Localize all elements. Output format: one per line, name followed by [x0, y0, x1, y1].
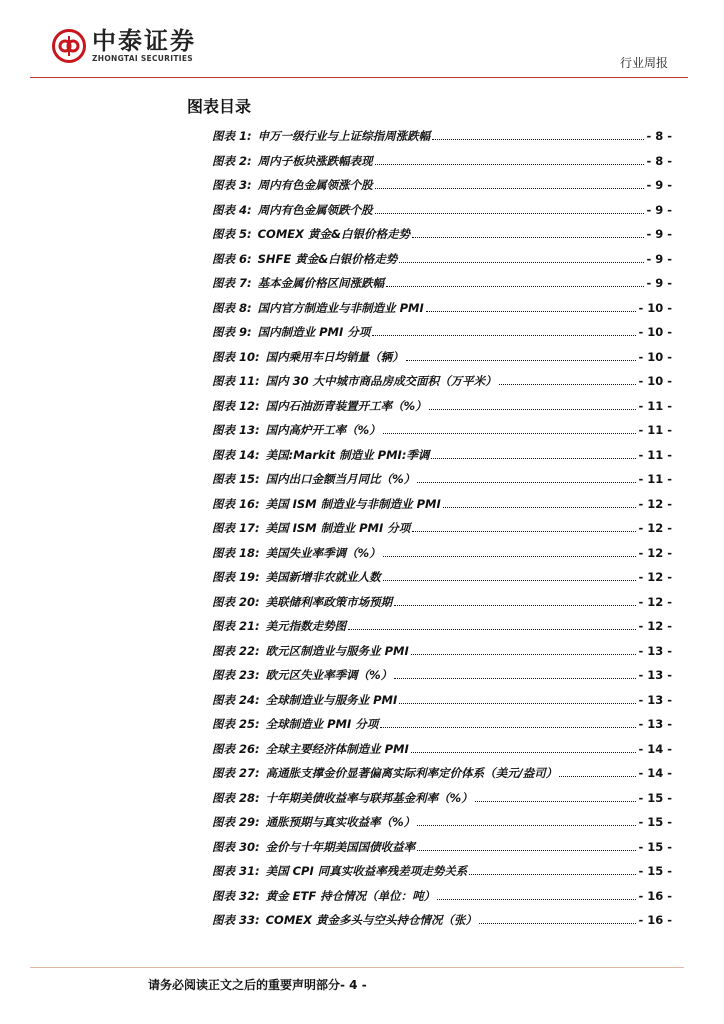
toc-item[interactable] — [212, 300, 672, 325]
toc-item-text: 周内有色金属领跌个股 — [257, 202, 373, 217]
toc-item-text: 欧元区失业率季调（%） — [265, 668, 393, 682]
toc-item-page: - 9 - — [646, 251, 672, 266]
toc-item-page: - 14 - — [638, 766, 672, 780]
toc-item[interactable] — [212, 520, 672, 545]
toc-item[interactable] — [212, 545, 672, 570]
toc-leader-dots — [431, 448, 636, 459]
toc-item-label: 图表 5: — [212, 227, 252, 241]
toc-item-text: 欧元区制造业与服务业 PMI — [265, 643, 409, 658]
toc-item-label: 图表 27: — [212, 766, 260, 780]
toc-item-page: - 11 - — [638, 472, 672, 486]
toc-item[interactable] — [212, 349, 672, 374]
toc-item-page: - 12 - — [638, 545, 672, 560]
toc-leader-dots — [475, 791, 637, 802]
toc-item-text: 国内制造业 PMI 分项 — [257, 325, 371, 339]
toc-item-label: 图表 9: — [212, 325, 252, 339]
toc-item[interactable] — [212, 398, 672, 423]
toc-leader-dots — [383, 570, 637, 581]
toc-item-text: SHFE 黄金&白银价格走势 — [257, 251, 398, 266]
toc-item-label: 图表 4: — [212, 202, 252, 217]
toc-item[interactable] — [212, 765, 672, 790]
toc-item[interactable] — [212, 447, 672, 472]
toc-item-label: 图表 8: — [212, 300, 252, 315]
toc-leader-dots — [443, 497, 637, 508]
toc-item[interactable] — [212, 153, 672, 178]
toc-item-page: - 13 - — [638, 692, 672, 707]
toc-item-page: - 15 - — [638, 790, 672, 805]
toc-leader-dots — [348, 619, 636, 630]
toc-item[interactable] — [212, 128, 672, 153]
toc-item-label: 图表 1: — [212, 129, 252, 143]
toc-item[interactable] — [212, 667, 672, 692]
toc-item-label: 图表 25: — [212, 717, 260, 731]
toc-item[interactable] — [212, 618, 672, 643]
toc-leader-dots — [559, 766, 636, 777]
toc-item[interactable] — [212, 422, 672, 447]
toc-item-page: - 9 - — [646, 227, 672, 241]
toc-leader-dots — [375, 178, 645, 189]
toc-item-label: 图表 24: — [212, 692, 260, 707]
toc-item-label: 图表 14: — [212, 447, 260, 462]
toc-item-page: - 12 - — [638, 570, 672, 584]
toc-leader-dots — [411, 742, 637, 753]
toc-item-text: 国内 30 大中城市商品房成交面积（万平米） — [265, 374, 497, 388]
footer-notice: 请务必阅读正文之后的重要声明部分 — [148, 978, 341, 992]
toc-item[interactable] — [212, 594, 672, 619]
toc-leader-dots — [380, 717, 636, 728]
toc-leader-dots — [437, 889, 636, 900]
toc-item-label: 图表 16: — [212, 496, 260, 511]
toc-item-label: 图表 26: — [212, 741, 260, 756]
toc-item-text: 周内有色金属领涨个股 — [257, 178, 373, 192]
toc-item-text: 美国新增非农就业人数 — [265, 570, 381, 584]
toc-item-text: 国内乘用车日均销量（辆） — [265, 349, 404, 364]
toc-item-page: - 11 - — [638, 398, 672, 413]
toc-leader-dots — [383, 423, 637, 434]
toc-leader-dots — [399, 693, 636, 704]
toc-item-text: COMEX 黄金多头与空头持仓情况（张） — [265, 913, 477, 927]
toc-item[interactable] — [212, 226, 672, 251]
toc-item-label: 图表 20: — [212, 594, 260, 609]
footer-divider — [30, 967, 684, 968]
toc-item-page: - 8 - — [646, 129, 672, 143]
toc-item[interactable] — [212, 790, 672, 815]
toc-item-page: - 11 - — [638, 447, 672, 462]
toc-item-page: - 9 - — [646, 276, 672, 290]
toc-item[interactable] — [212, 569, 672, 594]
logo-chinese-name: 中泰证券 — [92, 27, 196, 55]
toc-item-label: 图表 10: — [212, 349, 260, 364]
toc-item[interactable] — [212, 373, 672, 398]
toc-item[interactable] — [212, 741, 672, 766]
toc-item-text: 美国 CPI 同真实收益率残差项走势关系 — [265, 864, 468, 878]
toc-item-page: - 12 - — [638, 594, 672, 609]
toc-item-label: 图表 6: — [212, 251, 252, 266]
toc-leader-dots — [394, 595, 636, 606]
toc-item-page: - 15 - — [638, 815, 672, 829]
toc-item[interactable] — [212, 839, 672, 864]
toc-item[interactable] — [212, 716, 672, 741]
toc-item-page: - 12 - — [638, 521, 672, 535]
toc-item-text: 国内出口金额当月同比（%） — [265, 472, 416, 486]
zhongtai-logo-icon — [52, 29, 86, 63]
toc-item-page: - 16 - — [638, 913, 672, 927]
toc-item-page: - 12 - — [638, 496, 672, 511]
toc-leader-dots — [411, 644, 637, 655]
toc-leader-dots — [417, 840, 636, 851]
toc-item-text: 美国失业率季调（%） — [265, 545, 381, 560]
toc-leader-dots — [394, 668, 636, 679]
toc-item-page: - 15 - — [638, 839, 672, 854]
page-footer — [148, 976, 367, 993]
toc-item-text: 十年期美债收益率与联邦基金利率（%） — [265, 790, 473, 805]
toc-item-text: 金价与十年期美国国债收益率 — [265, 839, 416, 854]
header-divider — [30, 77, 688, 78]
toc-item-page: - 10 - — [638, 325, 672, 339]
toc-item-label: 图表 22: — [212, 643, 260, 658]
footer-page-number: - 4 - — [340, 978, 367, 992]
toc-item-text: 美联储利率政策市场预期 — [265, 594, 393, 609]
toc-leader-dots — [426, 301, 637, 312]
toc-item-page: - 10 - — [638, 300, 672, 315]
toc-item-page: - 15 - — [638, 864, 672, 878]
toc-leader-dots — [412, 521, 636, 532]
zhongtai-logo — [52, 28, 196, 63]
toc-item-label: 图表 11: — [212, 374, 260, 388]
toc-item-text: 国内官方制造业与非制造业 PMI — [257, 300, 424, 315]
toc-leader-dots — [499, 374, 637, 385]
toc-leader-dots — [429, 399, 637, 410]
toc-item-page: - 8 - — [646, 153, 672, 168]
toc-item-text: 国内高炉开工率（%） — [265, 423, 381, 437]
toc-title: 图表目录 — [187, 97, 252, 116]
toc-leader-dots — [417, 472, 636, 483]
toc-item-label: 图表 2: — [212, 153, 252, 168]
toc-item-page: - 11 - — [638, 423, 672, 437]
toc-item[interactable] — [212, 275, 672, 300]
toc-leader-dots — [372, 325, 636, 336]
toc-item-page: - 13 - — [638, 717, 672, 731]
toc-item-label: 图表 31: — [212, 864, 260, 878]
toc-item[interactable] — [212, 177, 672, 202]
toc-leader-dots — [412, 227, 644, 238]
toc-leader-dots — [383, 546, 637, 557]
toc-item-text: 美元指数走势图 — [265, 619, 347, 633]
toc-leader-dots — [375, 154, 645, 165]
toc-item[interactable] — [212, 324, 672, 349]
toc-item-label: 图表 15: — [212, 472, 260, 486]
toc-item-label: 图表 32: — [212, 888, 260, 903]
toc-item-label: 图表 18: — [212, 545, 260, 560]
toc-item-text: 国内石油沥青装置开工率（%） — [265, 398, 427, 413]
toc-item-text: 美国 ISM 制造业与非制造业 PMI — [265, 496, 441, 511]
toc-item-page: - 13 - — [638, 668, 672, 682]
toc-item[interactable] — [212, 202, 672, 227]
toc-item-text: 美国:Markit 制造业 PMI:季调 — [265, 447, 430, 462]
toc-item-label: 图表 3: — [212, 178, 252, 192]
toc-item-page: - 10 - — [638, 349, 672, 364]
toc-leader-dots — [479, 913, 636, 924]
toc-item-text: COMEX 黄金&白银价格走势 — [257, 227, 411, 241]
toc-list — [212, 128, 672, 937]
toc-item[interactable] — [212, 643, 672, 668]
toc-item-text: 全球制造业与服务业 PMI — [265, 692, 398, 707]
toc-item-label: 图表 17: — [212, 521, 260, 535]
page-header — [0, 0, 724, 80]
toc-item-label: 图表 33: — [212, 913, 260, 927]
report-type: 行业周报 — [619, 56, 668, 70]
toc-item-label: 图表 30: — [212, 839, 260, 854]
toc-item-label: 图表 29: — [212, 815, 260, 829]
toc-item-text: 周内子板块涨跌幅表现 — [257, 153, 373, 168]
toc-leader-dots — [399, 252, 644, 263]
toc-item-page: - 16 - — [638, 888, 672, 903]
toc-item[interactable] — [212, 863, 672, 888]
toc-item-page: - 9 - — [646, 202, 672, 217]
toc-item[interactable] — [212, 251, 672, 276]
toc-item-page: - 12 - — [638, 619, 672, 633]
toc-item-label: 图表 21: — [212, 619, 260, 633]
toc-item-text: 基本金属价格区间涨跌幅 — [257, 276, 385, 290]
toc-item-text: 美国 ISM 制造业 PMI 分项 — [265, 521, 411, 535]
toc-item-label: 图表 19: — [212, 570, 260, 584]
toc-leader-dots — [469, 864, 636, 875]
toc-item-text: 通胀预期与真实收益率（%） — [265, 815, 416, 829]
toc-item-label: 图表 28: — [212, 790, 260, 805]
toc-item-label: 图表 23: — [212, 668, 260, 682]
toc-leader-dots — [432, 129, 644, 140]
toc-item-page: - 10 - — [638, 374, 672, 388]
toc-item-label: 图表 7: — [212, 276, 252, 290]
toc-item[interactable] — [212, 496, 672, 521]
toc-leader-dots — [375, 203, 645, 214]
toc-leader-dots — [386, 276, 644, 287]
toc-item-text: 黄金 ETF 持仓情况（单位：吨） — [265, 888, 436, 903]
toc-leader-dots — [417, 815, 636, 826]
toc-item-page: - 13 - — [638, 643, 672, 658]
toc-item[interactable] — [212, 912, 672, 937]
toc-item-text: 全球主要经济体制造业 PMI — [265, 741, 409, 756]
toc-leader-dots — [406, 350, 637, 361]
toc-item-text: 申万一级行业与上证综指周涨跌幅 — [257, 129, 431, 143]
toc-item[interactable] — [212, 471, 672, 496]
toc-item-page: - 14 - — [638, 741, 672, 756]
toc-item[interactable] — [212, 888, 672, 913]
toc-item-text: 高通胀支撑金价显著偏离实际利率定价体系（美元/盎司） — [265, 766, 558, 780]
toc-item-page: - 9 - — [646, 178, 672, 192]
toc-item-label: 图表 12: — [212, 398, 260, 413]
toc-item-label: 图表 13: — [212, 423, 260, 437]
toc-item[interactable] — [212, 692, 672, 717]
logo-english-name: ZHONGTAI SECURITIES — [92, 54, 193, 63]
toc-item[interactable] — [212, 814, 672, 839]
toc-item-text: 全球制造业 PMI 分项 — [265, 717, 379, 731]
